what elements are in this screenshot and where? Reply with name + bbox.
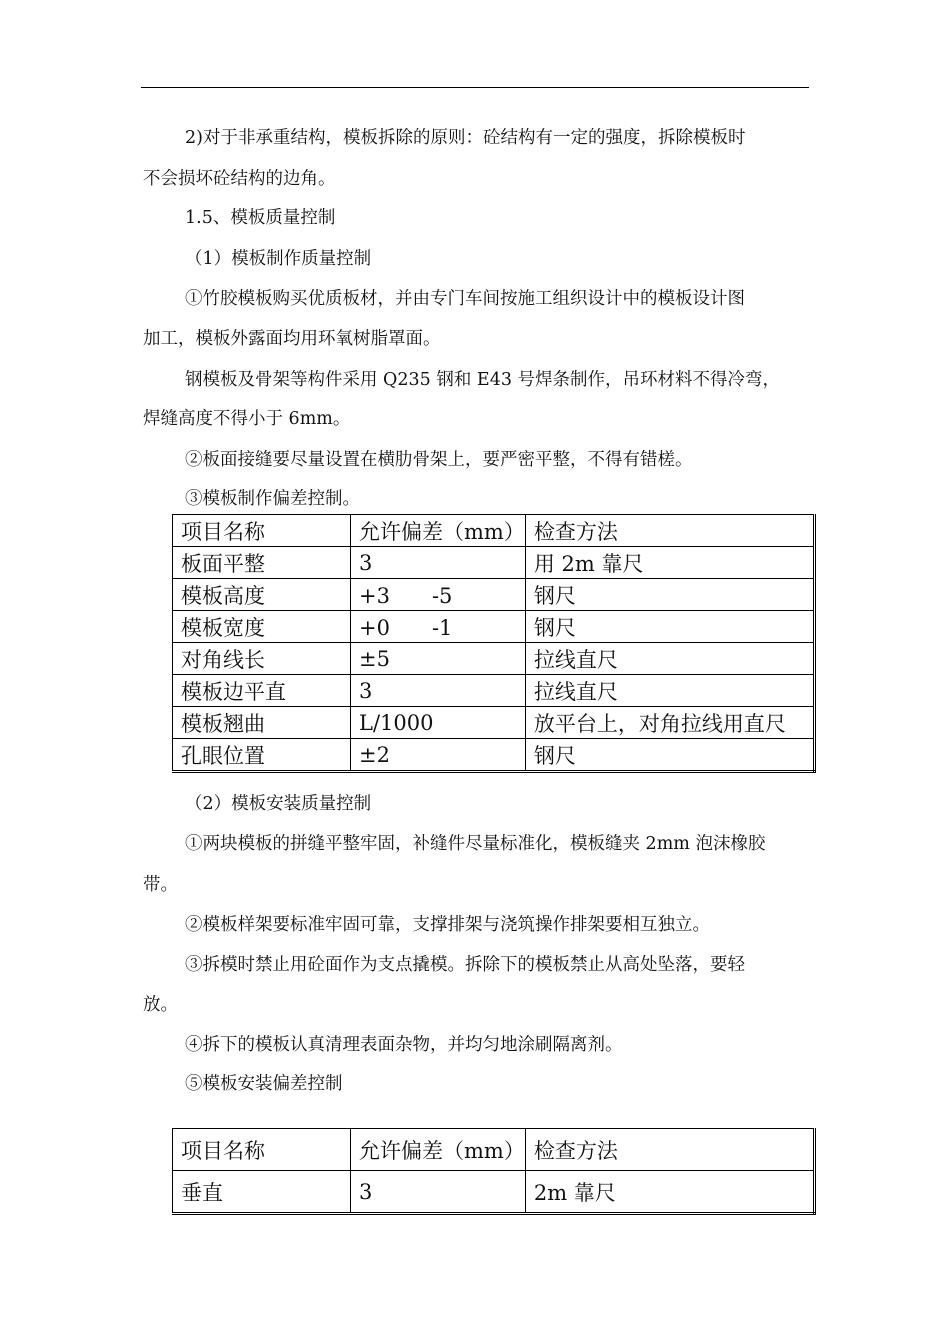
paragraph: ②模板样架要标准牢固可靠，支撑排架与浇筑操作排架要相互独立。 — [185, 915, 710, 935]
header-cell: 检查方法 — [525, 515, 814, 547]
table-header-row — [173, 515, 815, 547]
paragraph: ④拆下的模板认真清理表面杂物，并均匀地涂刷隔离剂。 — [185, 1035, 623, 1055]
paragraph: ①竹胶模板购买优质板材，并由专门车间按施工组织设计中的模板设计图 — [185, 289, 745, 309]
fabrication-tolerance-table — [172, 514, 816, 773]
paragraph: 加工，模板外露面均用环氧树脂罩面。 — [143, 329, 441, 349]
table-cell: 2m 靠尺 — [525, 1171, 814, 1214]
table-cell: 垂直 — [173, 1171, 351, 1214]
table-cell: +3 -5 — [351, 579, 526, 611]
table-cell: 模板宽度 — [173, 611, 351, 643]
paragraph: 放。 — [143, 995, 178, 1015]
header-cell: 检查方法 — [525, 1129, 814, 1171]
table-cell: 模板翘曲 — [173, 707, 351, 739]
header-cell: 允许偏差（mm） — [351, 515, 526, 547]
table-cell: 模板边平直 — [173, 675, 351, 707]
table-cell: 3 — [351, 675, 526, 707]
table-cell: 拉线直尺 — [525, 675, 814, 707]
table-row — [173, 1171, 815, 1214]
table-row — [173, 739, 815, 772]
paragraph: ③拆模时禁止用砼面作为支点撬模。拆除下的模板禁止从高处坠落，要轻 — [185, 955, 745, 975]
table-cell: 用 2m 靠尺 — [525, 547, 814, 579]
section-heading: 1.5、模板质量控制 — [185, 208, 336, 228]
table-cell: 钢尺 — [525, 739, 814, 772]
table-cell: 对角线长 — [173, 643, 351, 675]
table-cell: 拉线直尺 — [525, 643, 814, 675]
table-cell: 钢尺 — [525, 611, 814, 643]
table-row — [173, 707, 815, 739]
table-row — [173, 547, 815, 579]
table-cell: 放平台上，对角拉线用直尺 — [525, 707, 814, 739]
header-cell: 项目名称 — [173, 515, 351, 547]
paragraph: 带。 — [143, 875, 178, 895]
table-cell: 3 — [351, 1171, 526, 1214]
table-cell: L/1000 — [351, 707, 526, 739]
table-caption: ⑤模板安装偏差控制 — [185, 1074, 343, 1094]
table-cell: ±2 — [351, 739, 526, 772]
header-cell: 项目名称 — [173, 1129, 351, 1171]
paragraph: 焊缝高度不得小于 6mm。 — [143, 409, 351, 429]
paragraph: 不会损坏砼结构的边角。 — [143, 169, 336, 189]
header-rule — [141, 87, 809, 88]
table-caption: ③模板制作偏差控制。 — [185, 489, 360, 509]
paragraph: 钢模板及骨架等构件采用 Q235 钢和 E43 号焊条制作，吊环材料不得冷弯， — [185, 370, 781, 390]
header-cell: 允许偏差（mm） — [351, 1129, 526, 1171]
paragraph: 2)对于非承重结构，模板拆除的原则：砼结构有一定的强度，拆除模板时 — [185, 128, 746, 148]
table-row — [173, 579, 815, 611]
table-cell: 模板高度 — [173, 579, 351, 611]
table-cell: 3 — [351, 547, 526, 579]
paragraph: ②板面接缝要尽量设置在横肋骨架上，要严密平整，不得有错槎。 — [185, 450, 693, 470]
table-cell: ±5 — [351, 643, 526, 675]
table-cell: 钢尺 — [525, 579, 814, 611]
table-row — [173, 611, 815, 643]
table-row — [173, 675, 815, 707]
table-cell: 孔眼位置 — [173, 739, 351, 772]
installation-tolerance-table — [172, 1128, 816, 1215]
paragraph: ①两块模板的拼缝平整牢固，补缝件尽量标准化，模板缝夹 2mm 泡沫橡胶 — [185, 834, 766, 854]
table-header-row — [173, 1129, 815, 1171]
table-cell: +0 -1 — [351, 611, 526, 643]
table-row — [173, 643, 815, 675]
subsection-heading: （2）模板安装质量控制 — [185, 794, 372, 814]
subsection-heading: （1）模板制作质量控制 — [185, 249, 372, 269]
table-cell: 板面平整 — [173, 547, 351, 579]
